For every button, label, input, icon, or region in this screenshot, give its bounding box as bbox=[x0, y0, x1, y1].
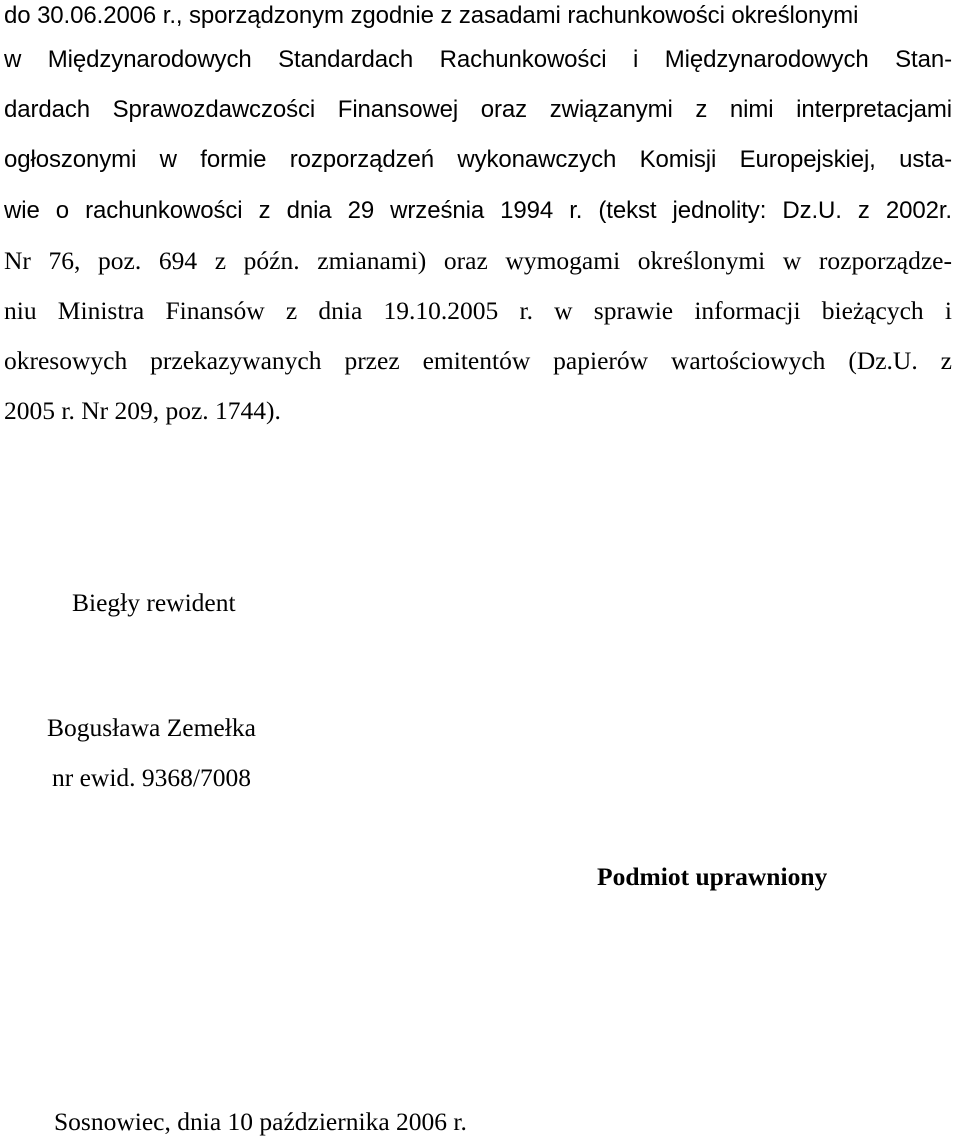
auditor-name: Bogusława Zemełka bbox=[47, 713, 256, 742]
paragraph-line-1 bbox=[4, 1, 858, 31]
paragraph-line-2-text: w Międzynarodowych Standardach Rachunkowości i Międzynarodowych Stan- bbox=[4, 46, 952, 73]
paragraph-line-2 bbox=[4, 45, 952, 75]
paragraph-line-1-seg-1: do 30.06.2006 r. bbox=[4, 2, 176, 29]
paragraph-line-6 bbox=[4, 246, 952, 276]
paragraph-line-8-text: okresowych przekazywanych przez emitentów papierów wartościowych (Dz.U. z bbox=[4, 346, 952, 375]
paragraph-line-1-seg-2: , sporządzonym zgodnie z zasadami rachunkowości określonymi bbox=[175, 2, 859, 29]
auditor-role-label: Biegły rewident bbox=[72, 588, 236, 617]
paragraph-line-9-text: 2005 r. Nr 209, poz. 1744). bbox=[4, 396, 281, 425]
paragraph-line-7-text: niu Ministra Finansów z dnia 19.10.2005 r. w sprawie informacji bieżących i bbox=[4, 296, 952, 325]
paragraph-line-3 bbox=[4, 95, 952, 125]
paragraph-line-5 bbox=[4, 196, 952, 226]
paragraph-line-6-text: Nr 76, poz. 694 z późn. zmianami) oraz wymogami określonymi w rozporządze- bbox=[4, 246, 952, 275]
place-date: Sosnowiec, dnia 10 października 2006 r. bbox=[54, 1107, 467, 1136]
paragraph-line-9 bbox=[4, 396, 281, 426]
paragraph-line-8 bbox=[4, 346, 952, 376]
auditor-registration-number: nr ewid. 9368/7008 bbox=[52, 763, 252, 792]
paragraph-line-7 bbox=[4, 296, 952, 326]
paragraph-line-3-text: dardach Sprawozdawczości Finansowej oraz związanymi z nimi interpretacjami bbox=[4, 96, 952, 123]
entity-label: Podmiot uprawniony bbox=[597, 862, 828, 891]
paragraph-line-5-text: wie o rachunkowości z dnia 29 września 1994 r. (tekst jednolity: Dz.U. z 2002r. bbox=[4, 197, 952, 224]
paragraph-line-4 bbox=[4, 145, 952, 175]
paragraph-line-4-text: ogłoszonymi w formie rozporządzeń wykonawczych Komisji Europejskiej, usta- bbox=[4, 146, 952, 173]
